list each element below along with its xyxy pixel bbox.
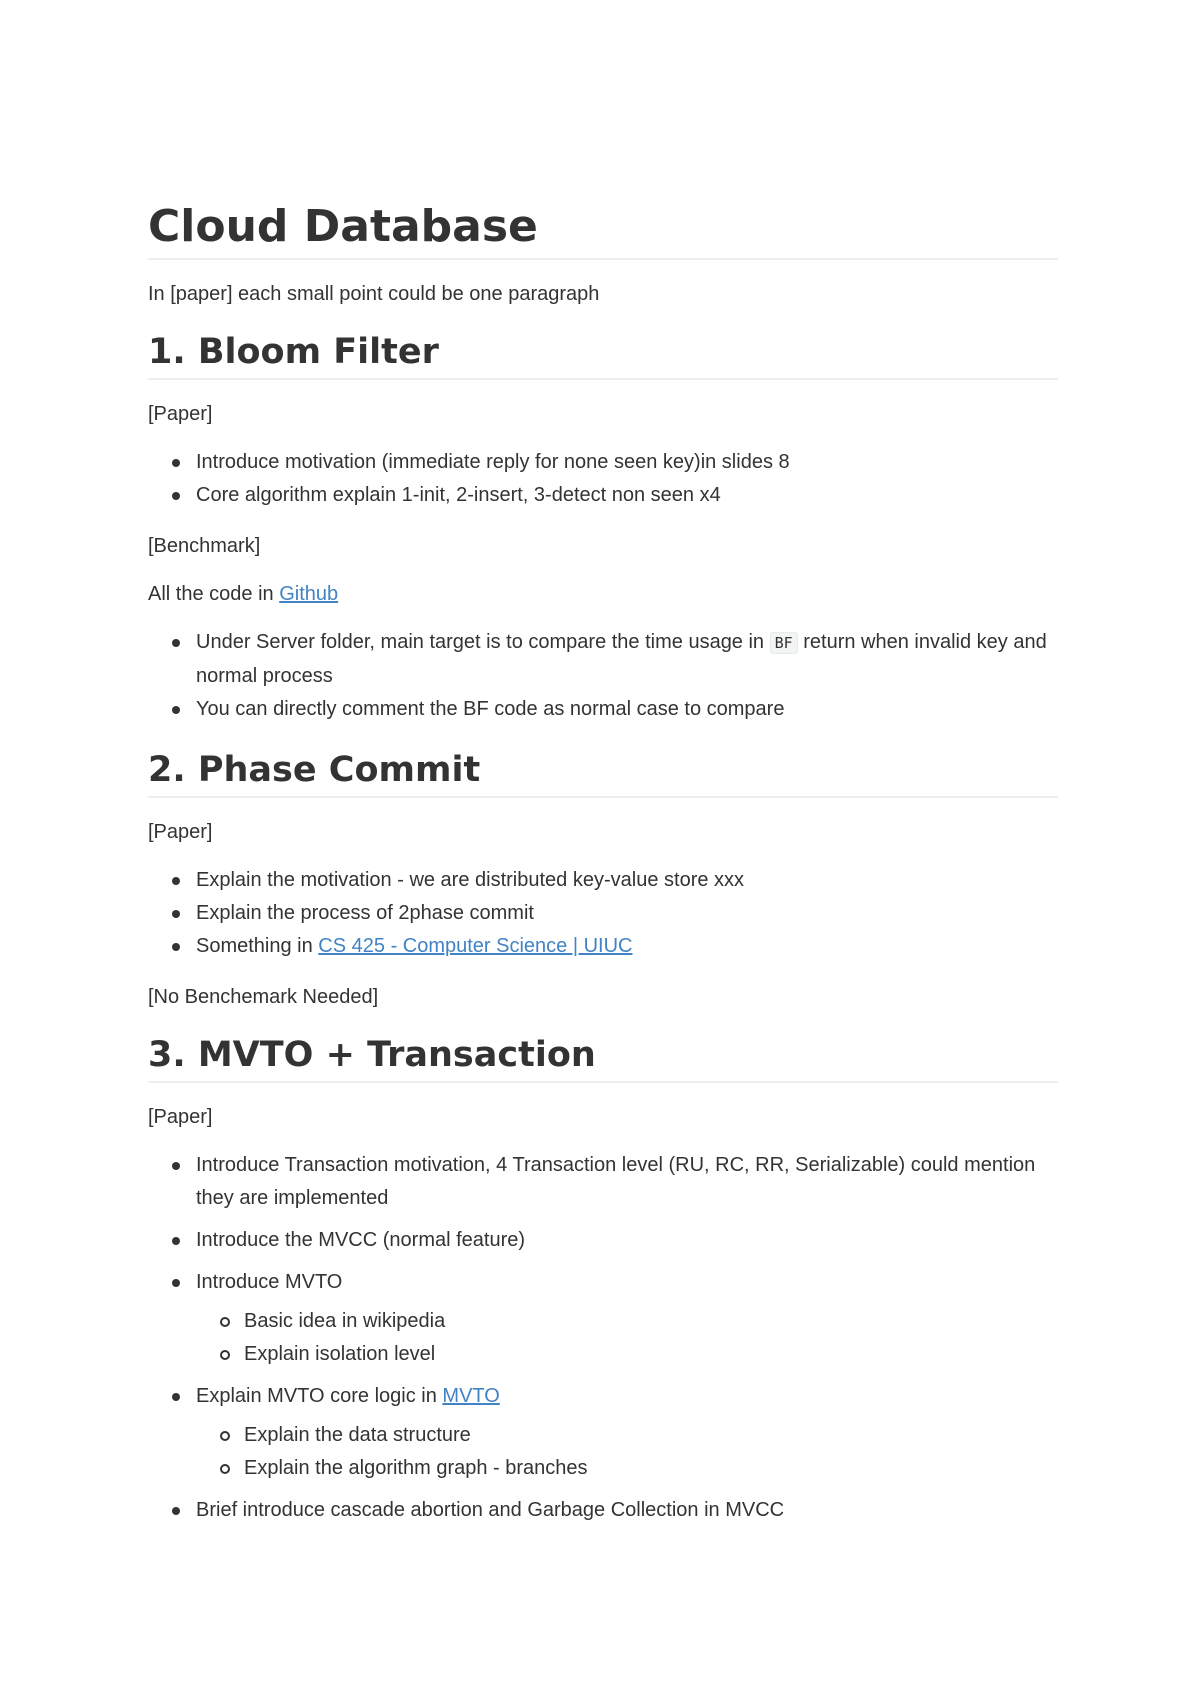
- list-item-text: return when invalid key and normal process: [196, 631, 1047, 687]
- list-item: [196, 1266, 1058, 1371]
- section-heading-mvto-transaction: 3. MVTO + Transaction: [148, 1033, 1058, 1083]
- list-item-text: Something in: [196, 935, 319, 957]
- paper-label: [Paper]: [148, 821, 213, 843]
- page-title: Cloud Database: [148, 200, 1058, 260]
- list-item: You can directly comment the BF code as normal case to compare: [196, 693, 1058, 726]
- mvto-paper-list: [148, 1149, 1058, 1527]
- benchmark-label: [Benchmark]: [148, 535, 261, 557]
- list-item: Brief introduce cascade abortion and Garbage Collection in MVCC: [196, 1494, 1058, 1527]
- bloom-paper-list: [148, 446, 1058, 512]
- list-item: Introduce motivation (immediate reply for none seen key)in slides 8: [196, 446, 1058, 479]
- inline-code: BF: [770, 632, 798, 654]
- mvto-logic-sub-list: [196, 1419, 1058, 1485]
- cs425-link[interactable]: CS 425 - Computer Science | UIUC: [318, 935, 633, 957]
- mvto-link[interactable]: MVTO: [442, 1385, 500, 1407]
- sub-list-item: Explain the data structure: [244, 1419, 1058, 1452]
- sub-list-item: Basic idea in wikipedia: [244, 1305, 1058, 1338]
- list-item: Introduce the MVCC (normal feature): [196, 1224, 1058, 1257]
- code-location-text: [148, 580, 1058, 608]
- list-item: Introduce Transaction motivation, 4 Transaction level (RU, RC, RR, Serializable) could mention they are implemented: [196, 1149, 1058, 1215]
- no-benchmark-label: [No Benchemark Needed]: [148, 986, 379, 1008]
- code-location-prefix: All the code in: [148, 583, 280, 605]
- list-item-text: Introduce MVTO: [196, 1271, 343, 1293]
- phase-commit-paper-list: [148, 864, 1058, 963]
- list-item: Core algorithm explain 1-init, 2-insert, 3-detect non seen x4: [196, 479, 1058, 512]
- sub-list-item: Explain isolation level: [244, 1338, 1058, 1371]
- list-item: [196, 930, 1058, 963]
- list-item: [196, 1380, 1058, 1485]
- list-item: [196, 626, 1058, 693]
- paper-label: [Paper]: [148, 1106, 213, 1128]
- intro-text: In [paper] each small point could be one paragraph: [148, 283, 600, 305]
- list-item-text: Under Server folder, main target is to compare the time usage in: [196, 631, 770, 653]
- section-heading-phase-commit: 2. Phase Commit: [148, 748, 1058, 798]
- list-item: Explain the process of 2phase commit: [196, 897, 1058, 930]
- list-item-text: Explain MVTO core logic in: [196, 1385, 443, 1407]
- document-page: [148, 200, 1058, 1536]
- bloom-benchmark-list: [148, 626, 1058, 726]
- sub-list-item: Explain the algorithm graph - branches: [244, 1452, 1058, 1485]
- paper-label: [Paper]: [148, 403, 213, 425]
- mvto-sub-list: [196, 1305, 1058, 1371]
- list-item: Explain the motivation - we are distributed key-value store xxx: [196, 864, 1058, 897]
- section-heading-bloom-filter: 1. Bloom Filter: [148, 330, 1058, 380]
- github-link[interactable]: Github: [279, 583, 339, 605]
